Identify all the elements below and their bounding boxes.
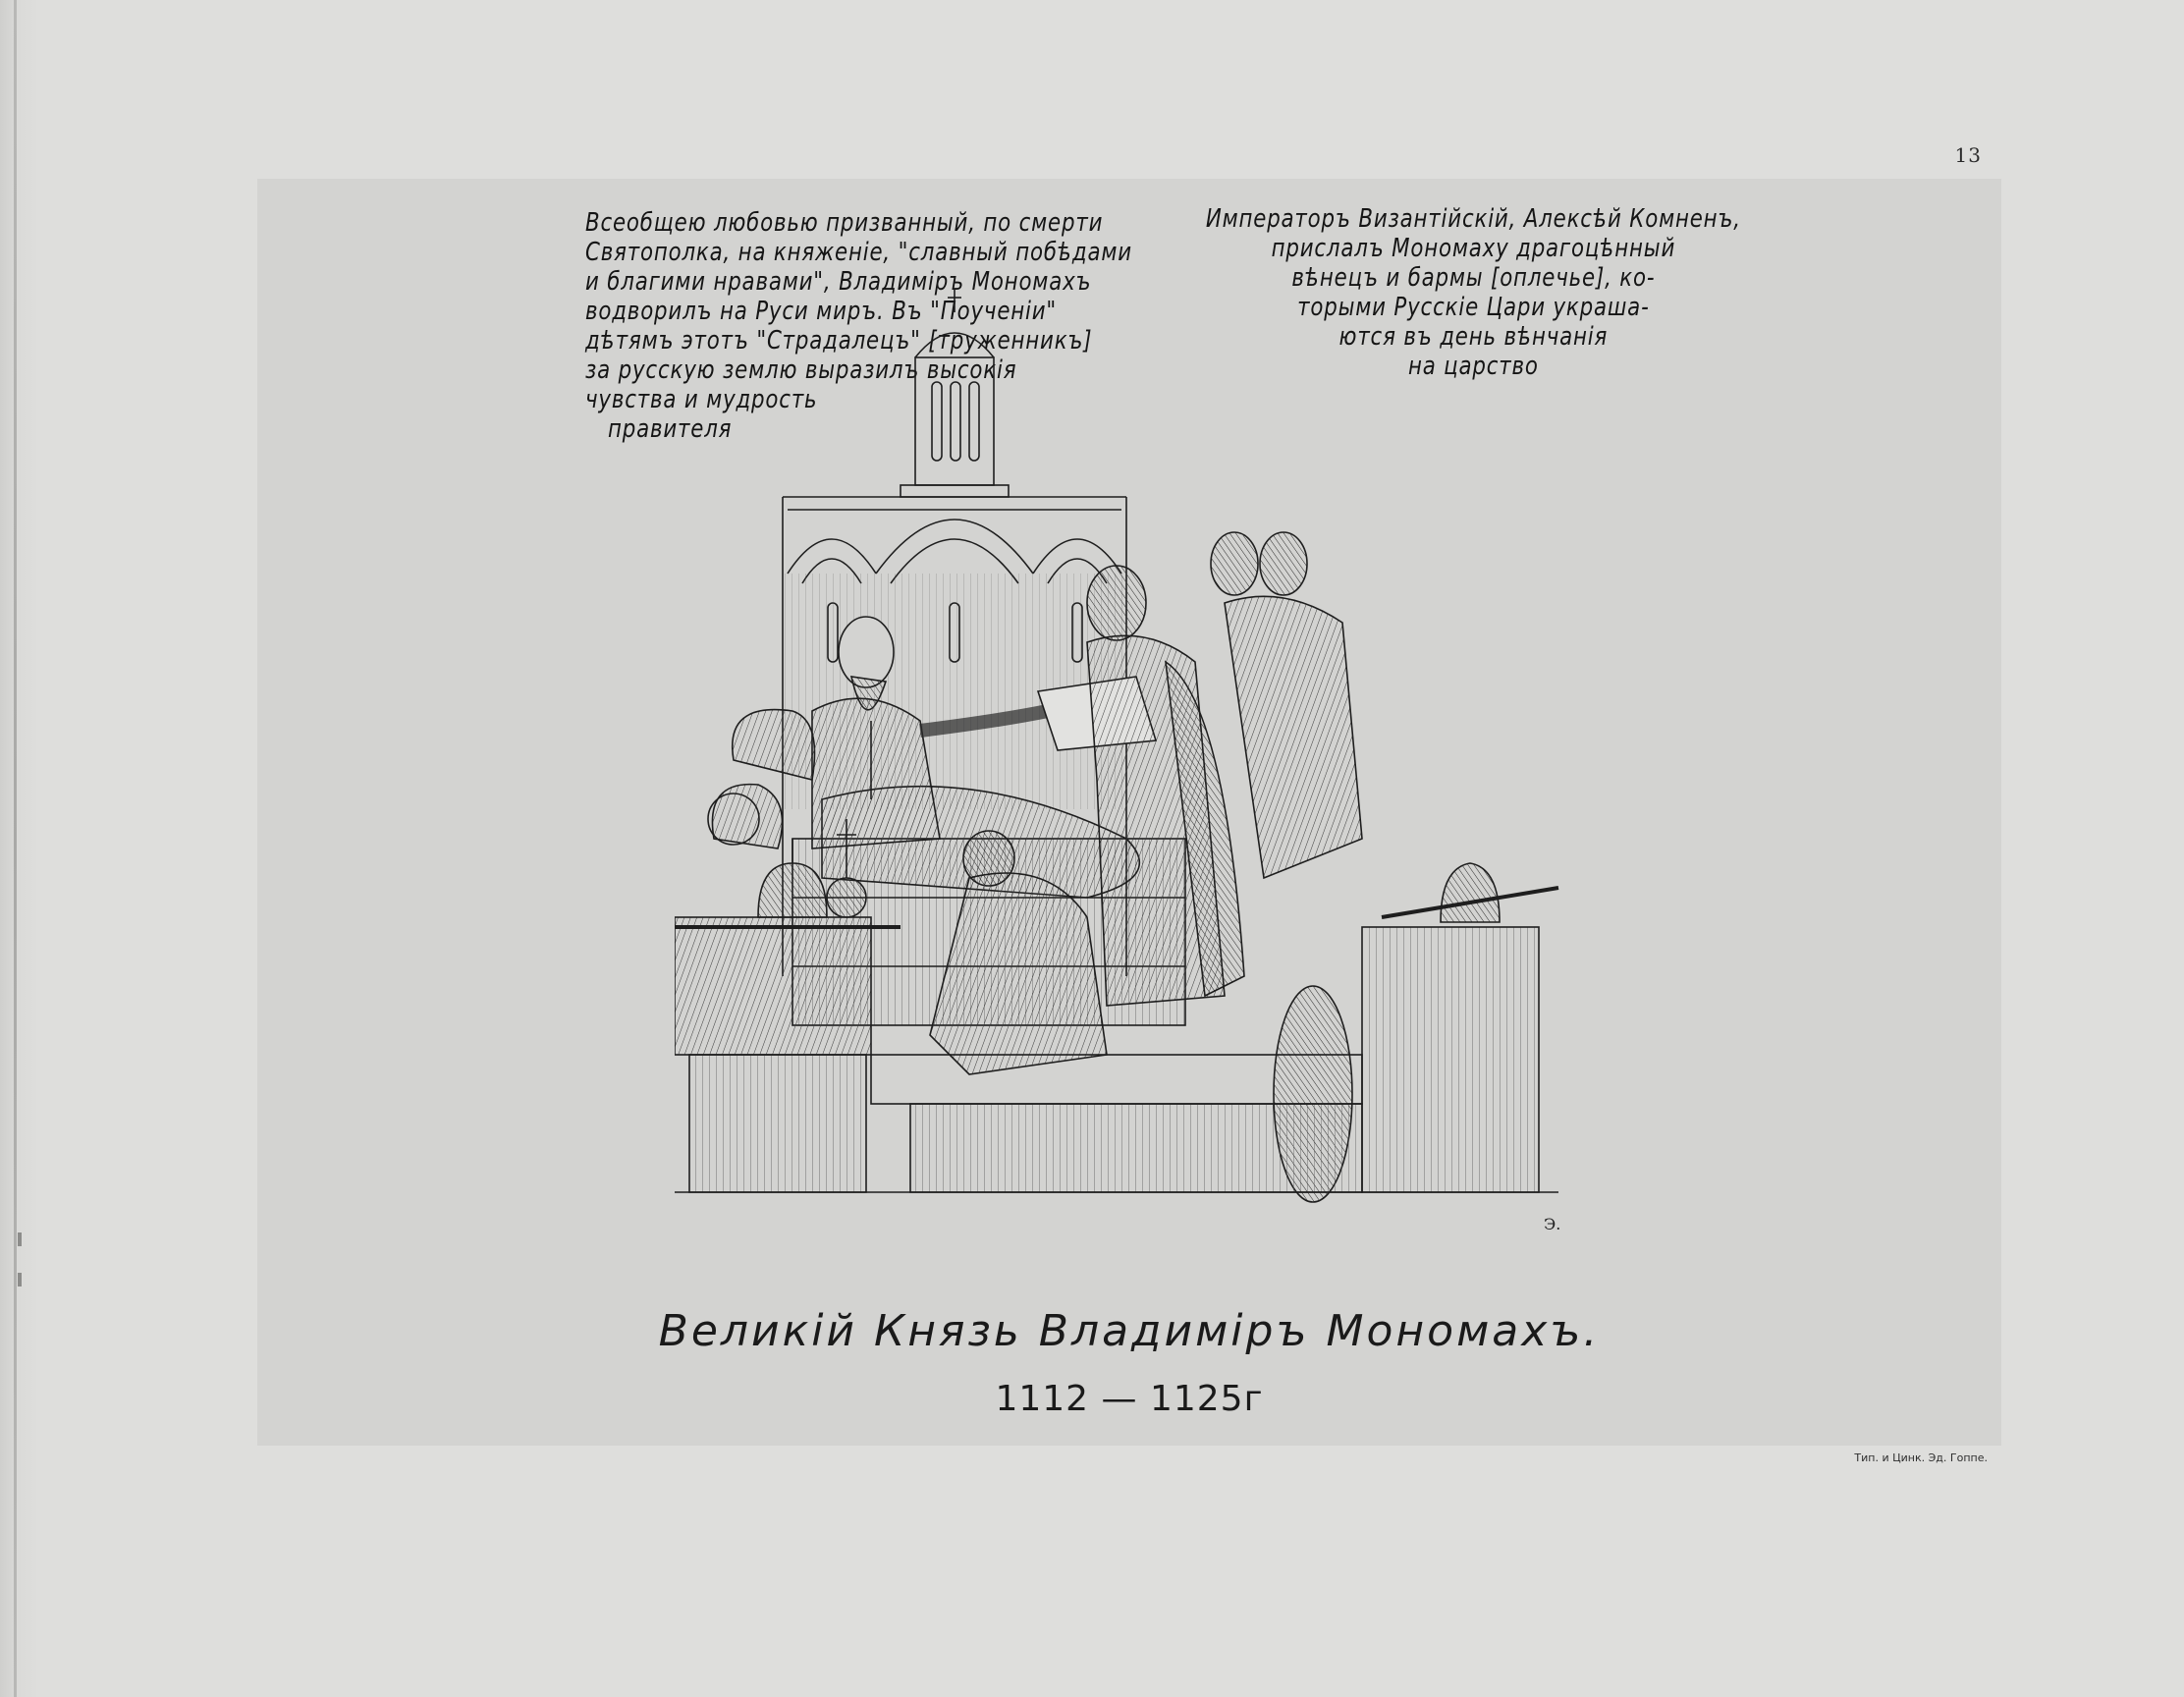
boyar-figure xyxy=(1087,566,1244,1006)
attendants-figures xyxy=(1211,532,1362,878)
right-inscription-line: вѣнецъ и бармы [оплечье], ко- xyxy=(1291,263,1656,293)
right-inscription-line: Императоръ Византійскій, Алексѣй Комненъ, xyxy=(1205,204,1741,234)
illustration-plate xyxy=(257,179,2001,1446)
left-inscription-line: правителя xyxy=(607,414,733,444)
gutter-mark xyxy=(18,1232,22,1246)
binding-gutter xyxy=(14,0,17,1697)
left-inscription-line: Всеобщею любовью призванный, по смерти xyxy=(585,208,1104,238)
left-inscription-line: водворилъ на Руси миръ. Въ "Поученіи" xyxy=(585,297,1058,326)
right-inscription-line: на царство xyxy=(1407,352,1539,381)
left-inscription-line: Святополка, на княженіе, "славный побѣдами xyxy=(585,238,1132,267)
left-inscription-line: дѣтямъ этотъ "Страдалецъ" [труженникъ] xyxy=(585,326,1093,356)
page-number: 13 xyxy=(1954,143,1982,167)
artist-monogram: Э. xyxy=(1544,1215,1561,1233)
right-inscription-line: прислалъ Мономаху драгоцѣнный xyxy=(1271,234,1676,263)
gutter-mark xyxy=(18,1273,22,1286)
left-inscription-line: чувства и мудрость xyxy=(585,385,818,414)
caption-years: 1112 — 1125г xyxy=(995,1379,1264,1419)
left-inscription-line: за русскую землю выразилъ высокія xyxy=(585,356,1017,385)
right-inscription-line: торыми Русскіе Цари украша- xyxy=(1297,293,1650,322)
left-inscription-line: и благими нравами", Владиміръ Мономахъ xyxy=(585,267,1092,297)
caption-title: Великій Князь Владиміръ Мономахъ. xyxy=(658,1306,1601,1356)
printer-credit: Тип. и Цинк. Эд. Гоппе. xyxy=(1854,1451,1988,1464)
engraving-illustration xyxy=(675,289,1608,1271)
right-inscription-line: ются въ день вѣнчанія xyxy=(1338,322,1609,352)
